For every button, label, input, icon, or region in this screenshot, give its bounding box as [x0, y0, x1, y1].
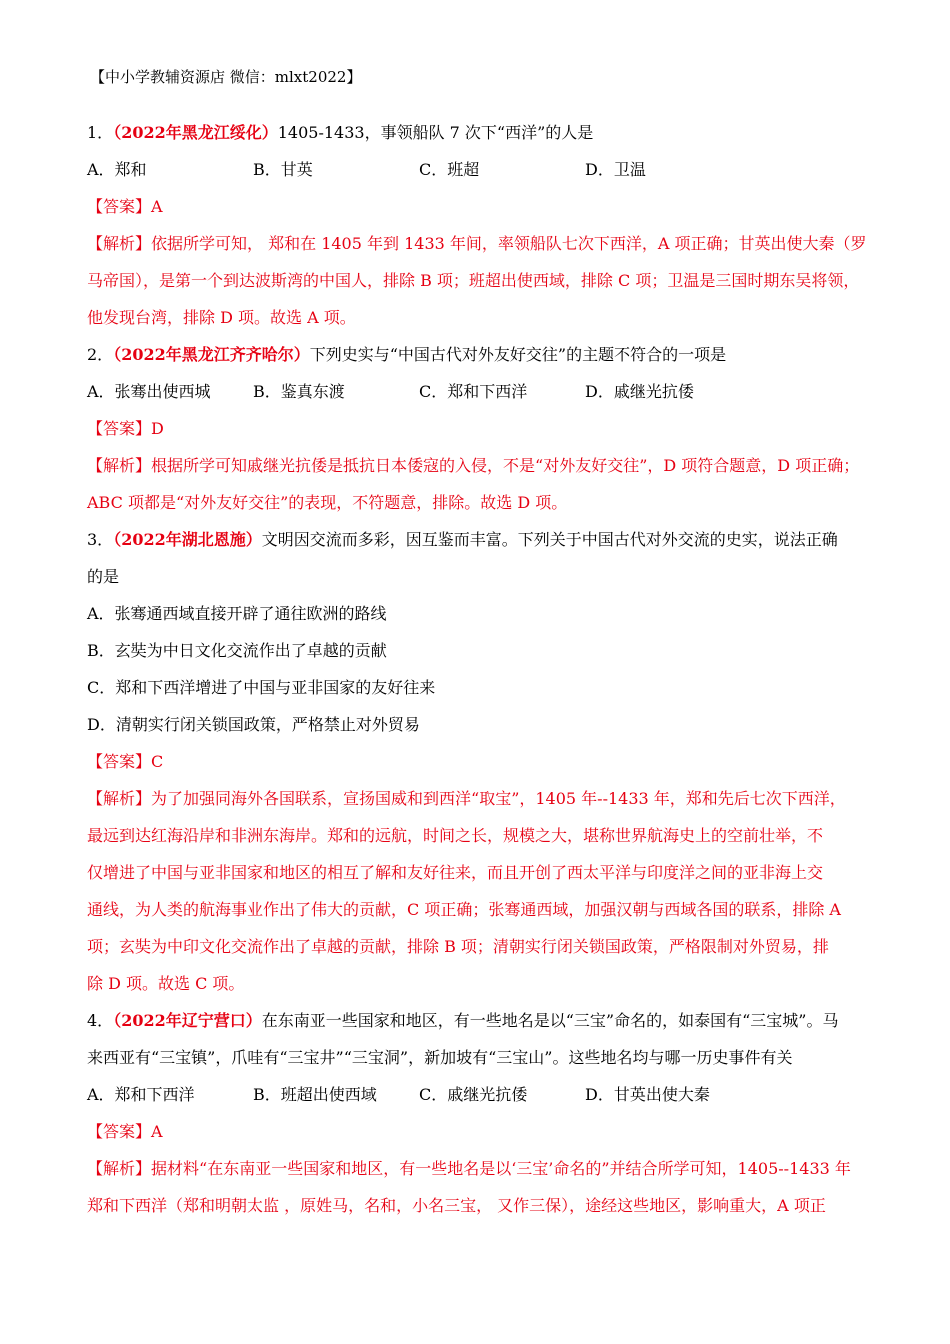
options-row	[87, 1076, 867, 1113]
analysis-line	[87, 780, 867, 817]
option-c: C．郑和下西洋增进了中国与亚非国家的友好往来	[87, 678, 436, 697]
answer-line	[87, 410, 867, 447]
option-d: D．甘英出使大秦	[585, 1085, 710, 1104]
question-stem	[87, 521, 867, 558]
stem-line: 来西亚有“三宝镇”，爪哇有“三宝井”“三宝洞”，新加坡有“三宝山”。这些地名均与哪一历史事件有关	[87, 1048, 793, 1067]
page-header: 【中小学教辅资源店 微信：mlxt2022】	[90, 68, 362, 86]
question-number: 1．	[87, 123, 114, 142]
question-4	[87, 1002, 867, 1224]
analysis-line: 通线，为人类的航海事业作出了伟大的贡献，C 项正确；张骞通西域，加强汉朝与西域各国的联系，排除 A	[87, 900, 841, 919]
options-row	[87, 373, 867, 410]
analysis-label: 【解析】	[87, 789, 152, 808]
answer-label: 【答案】	[87, 419, 152, 438]
question-number: 2．	[87, 345, 114, 364]
analysis-line: 除 D 项。故选 C 项。	[87, 974, 245, 993]
question-stem	[87, 1002, 867, 1039]
question-2	[87, 336, 867, 521]
option-b: B．玄奘为中日文化交流作出了卓越的贡献	[87, 641, 387, 660]
analysis-text: 根据所学可知戚继光抗倭是抵抗日本倭寇的入侵，不是“对外友好交往”，D 项符合题意，D 项正确；	[151, 456, 860, 475]
options-row	[87, 151, 867, 188]
option-b: B．鉴真东渡	[253, 382, 345, 401]
answer-line	[87, 1113, 867, 1150]
analysis-text: 据材料“在东南亚一些国家和地区，有一些地名是以‘三宝’命名的”并结合所学可知，1405--1433 年	[151, 1159, 851, 1178]
option-a: A．郑和	[87, 160, 147, 179]
analysis-line	[87, 225, 867, 262]
analysis-line: 郑和下西洋（郑和明朝太监 ，原姓马，名和，小名三宝， 又作三保），途经这些地区，影响重大，A 项正	[87, 1196, 826, 1215]
stem-line: 1405-1433，事领船队 7 次下“西洋”的人是	[277, 123, 594, 142]
stem-line: 文明因交流而多彩，因互鉴而丰富。下列关于中国古代对外交流的史实，说法正确	[261, 530, 838, 549]
analysis-line: 项；玄奘为中印文化交流作出了卓越的贡献，排除 B 项；清朝实行闭关锁国政策，严格限制对外贸易，排	[87, 937, 829, 956]
option-b: B．甘英	[253, 160, 313, 179]
answer-line	[87, 188, 867, 225]
question-number: 3．	[87, 530, 114, 549]
option-b: B．班超出使西域	[253, 1085, 377, 1104]
analysis-label: 【解析】	[87, 1159, 152, 1178]
question-source: （2022年辽宁营口）	[113, 1011, 262, 1030]
answer-label: 【答案】	[87, 197, 152, 216]
question-source: （2022年黑龙江绥化）	[113, 123, 278, 142]
question-3	[87, 521, 867, 1002]
analysis-line	[87, 1150, 867, 1187]
analysis-text: 依据所学可知， 郑和在 1405 年到 1433 年间，率领船队七次下西洋，A 项正确；甘英出使大秦（罗	[151, 234, 867, 253]
question-1	[87, 114, 867, 336]
stem-line: 的是	[87, 567, 120, 586]
option-c: C．郑和下西洋	[419, 382, 528, 401]
option-a: A．郑和下西洋	[87, 1085, 195, 1104]
option-a: A．张骞通西域直接开辟了通往欧洲的路线	[87, 604, 387, 623]
analysis-line: 仅增进了中国与亚非国家和地区的相互了解和友好往来，而且开创了西太平洋与印度洋之间的亚非海上交	[87, 863, 824, 882]
answer-label: 【答案】	[87, 1122, 152, 1141]
answer-value: A	[151, 197, 163, 216]
stem-line: 在东南亚一些国家和地区，有一些地名是以“三宝”命名的，如泰国有“三宝城”。马	[261, 1011, 839, 1030]
stem-line: 下列史实与“中国古代对外友好交往”的主题不符合的一项是	[309, 345, 727, 364]
option-d: D．卫温	[585, 160, 646, 179]
question-source: （2022年黑龙江齐齐哈尔）	[113, 345, 310, 364]
question-stem	[87, 114, 867, 151]
option-d: D．清朝实行闭关锁国政策，严格禁止对外贸易	[87, 715, 420, 734]
analysis-line: ABC 项都是“对外友好交往”的表现，不符题意，排除。故选 D 项。	[87, 493, 568, 512]
question-list	[87, 114, 867, 1224]
analysis-label: 【解析】	[87, 234, 152, 253]
analysis-line: 他发现台湾，排除 D 项。故选 A 项。	[87, 308, 356, 327]
question-number: 4．	[87, 1011, 114, 1030]
question-stem	[87, 336, 867, 373]
answer-value: C	[151, 752, 164, 771]
option-a: A．张骞出使西城	[87, 382, 211, 401]
answer-value: A	[151, 1122, 163, 1141]
option-c: C．班超	[419, 160, 480, 179]
answer-label: 【答案】	[87, 752, 152, 771]
answer-line	[87, 743, 867, 780]
analysis-line: 马帝国），是第一个到达波斯湾的中国人，排除 B 项；班超出使西域，排除 C 项；卫温是三国时期东吴将领，	[87, 271, 860, 290]
analysis-text: 为了加强同海外各国联系，宣扬国威和到西洋“取宝”，1405 年--1433 年，郑和先后七次下西洋，	[151, 789, 846, 808]
question-source: （2022年湖北恩施）	[113, 530, 262, 549]
option-d: D．戚继光抗倭	[585, 382, 694, 401]
answer-value: D	[151, 419, 164, 438]
analysis-line: 最远到达红海沿岸和非洲东海岸。郑和的远航，时间之长，规模之大，堪称世界航海史上的空前壮举，不	[87, 826, 824, 845]
option-c: C．戚继光抗倭	[419, 1085, 528, 1104]
analysis-label: 【解析】	[87, 456, 152, 475]
analysis-line	[87, 447, 867, 484]
